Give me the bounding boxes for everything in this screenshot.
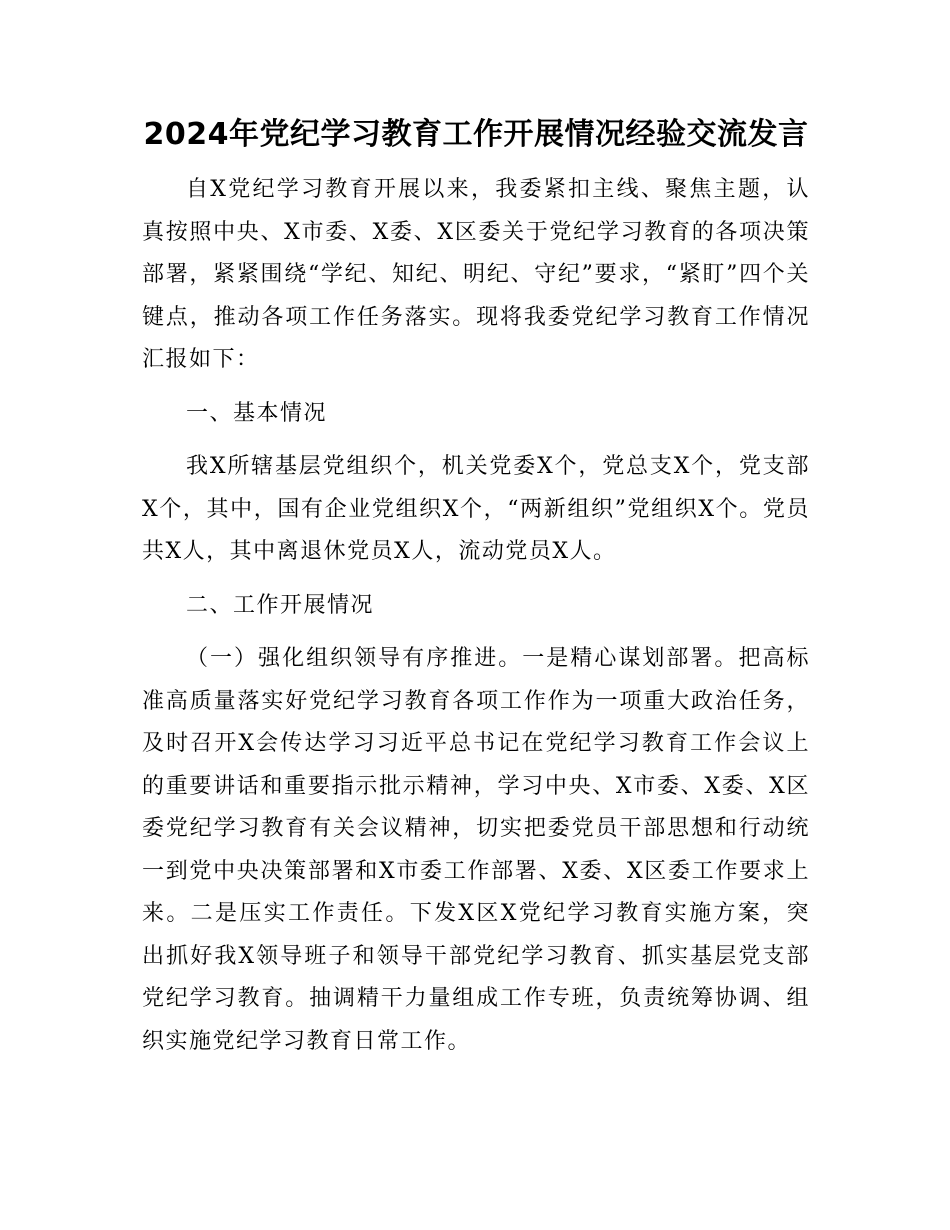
section-heading-basic-situation: 一、基本情况 (186, 400, 328, 426)
basic-situation-paragraph: 我X所辖基层党组织个，机关党委X个，党总支X个，党支部X个，其中，国有企业党组织X个，“两新组织”党组织X个。党员共X人，其中离退休党员X人，流动党员X人。 (142, 454, 810, 564)
section-heading-work-progress: 二、工作开展情况 (186, 592, 375, 618)
work-progress-paragraph: （一）强化组织领导有序推进。一是精心谋划部署。把高标准高质量落实好党纪学习教育各项工作作为一项重大政治任务，及时召开X会传达学习习近平总书记在党纪学习教育工作会议上的重要讲话和重要指示批示精神，学习中央、X市委、X委、X区委党纪学习教育有关会议精神，切实把委党员干部思想和行动统一到党中央决策部署和X市委工作部署、X委、X区委工作要求上来。二是压实工作责任。下发X区X党纪学习教育实施方案，突出抓好我X领导班子和领导干部党纪学习教育、抓实基层党支部党纪学习教育。抽调精干力量组成工作专班，负责统筹协调、组织实施党纪学习教育日常工作。 (142, 646, 810, 1054)
intro-paragraph: 自X党纪学习教育开展以来，我委紧扣主线、聚焦主题，认真按照中央、X市委、X委、X区委关于党纪学习教育的各项决策部署，紧紧围绕“学纪、知纪、明纪、守纪”要求，“紧盯”四个关键点，推动各项工作任务落实。现将我委党纪学习教育工作情况汇报如下： (142, 177, 810, 372)
document-title: 2024年党纪学习教育工作开展情况经验交流发言 (143, 117, 809, 152)
document-page (142, 112, 810, 1074)
